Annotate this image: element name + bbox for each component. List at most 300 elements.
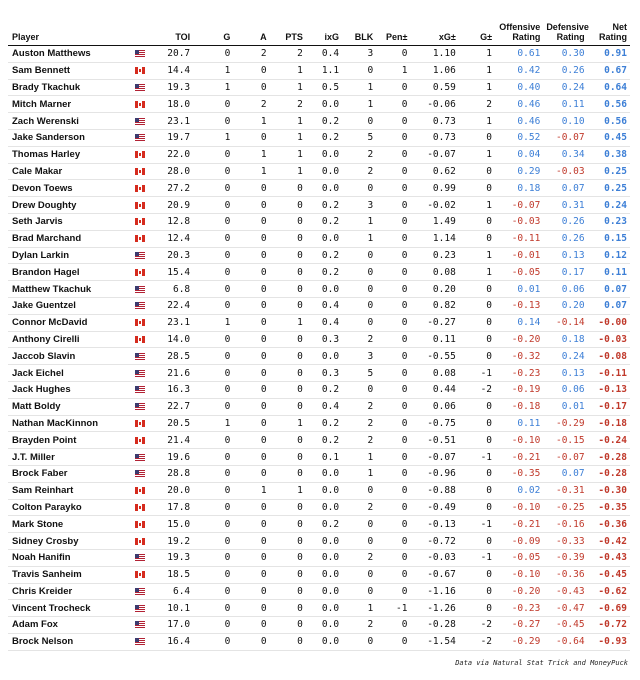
usa-flag-icon (135, 252, 145, 259)
ixg-cell: 0.0 (306, 533, 342, 550)
usa-flag-icon (135, 84, 145, 91)
penalty-diff-cell: 0 (376, 146, 410, 163)
offensive-rating-cell: -0.10 (495, 499, 543, 516)
assists-cell: 0 (233, 247, 269, 264)
flag-cell (127, 482, 153, 499)
toi-cell: 18.5 (153, 566, 193, 583)
goals-cell: 0 (193, 230, 233, 247)
canada-flag-icon (135, 235, 145, 242)
player-name: Devon Toews (8, 180, 127, 197)
penalty-diff-cell: 0 (376, 297, 410, 314)
assists-cell: 0 (233, 465, 269, 482)
net-rating-cell: -0.17 (588, 398, 630, 415)
goal-diff-cell: 0 (459, 331, 495, 348)
usa-flag-icon (135, 588, 145, 595)
defensive-rating-cell: 0.31 (543, 197, 587, 214)
blocks-cell: 1 (342, 230, 376, 247)
defensive-rating-cell: -0.07 (543, 449, 587, 466)
assists-cell: 0 (233, 79, 269, 96)
offensive-rating-cell: -0.05 (495, 549, 543, 566)
flag-cell (127, 46, 153, 63)
offensive-rating-cell: -0.11 (495, 230, 543, 247)
blocks-cell: 2 (342, 432, 376, 449)
net-rating-cell: 0.23 (588, 213, 630, 230)
flag-cell (127, 314, 153, 331)
penalty-diff-cell: 0 (376, 79, 410, 96)
xg-diff-cell: -0.28 (411, 617, 459, 634)
player-name: Mitch Marner (8, 96, 127, 113)
usa-flag-icon (135, 50, 145, 57)
defensive-rating-cell: 0.13 (543, 365, 587, 382)
defensive-rating-cell: -0.36 (543, 566, 587, 583)
xg-diff-cell: -0.13 (411, 516, 459, 533)
table-row (8, 617, 630, 634)
flag-cell (127, 398, 153, 415)
penalty-diff-cell: 0 (376, 432, 410, 449)
table-row (8, 566, 630, 583)
canada-flag-icon (135, 437, 145, 444)
blocks-cell: 1 (342, 600, 376, 617)
blocks-cell: 0 (342, 314, 376, 331)
goal-diff-cell: 0 (459, 213, 495, 230)
assists-cell: 0 (233, 297, 269, 314)
defensive-rating-cell: 0.06 (543, 381, 587, 398)
goals-cell: 1 (193, 62, 233, 79)
table-row (8, 499, 630, 516)
blocks-cell: 3 (342, 46, 376, 63)
player-name: Jack Hughes (8, 381, 127, 398)
toi-cell: 16.3 (153, 381, 193, 398)
goals-cell: 1 (193, 415, 233, 432)
defensive-rating-cell: 0.26 (543, 62, 587, 79)
table-row (8, 533, 630, 550)
usa-flag-icon (135, 286, 145, 293)
assists-cell: 0 (233, 381, 269, 398)
ixg-cell: 0.3 (306, 365, 342, 382)
usa-flag-icon (135, 621, 145, 628)
defensive-rating-cell: -0.39 (543, 549, 587, 566)
offensive-rating-cell: -0.10 (495, 432, 543, 449)
net-rating-cell: 0.25 (588, 180, 630, 197)
ixg-cell: 0.0 (306, 482, 342, 499)
toi-cell: 10.1 (153, 600, 193, 617)
penalty-diff-cell: 1 (376, 62, 410, 79)
player-name: Brad Marchand (8, 230, 127, 247)
goals-cell: 0 (193, 348, 233, 365)
defensive-rating-cell: -0.29 (543, 415, 587, 432)
xg-diff-cell: -0.07 (411, 449, 459, 466)
assists-cell: 0 (233, 264, 269, 281)
blocks-cell: 0 (342, 281, 376, 298)
points-cell: 0 (270, 499, 306, 516)
usa-flag-icon (135, 134, 145, 141)
points-cell: 0 (270, 633, 306, 650)
offensive-rating-cell: -0.05 (495, 264, 543, 281)
table-row (8, 163, 630, 180)
ixg-cell: 0.2 (306, 516, 342, 533)
penalty-diff-cell: 0 (376, 314, 410, 331)
flag-cell (127, 247, 153, 264)
penalty-diff-cell: -1 (376, 600, 410, 617)
net-rating-cell: 0.45 (588, 129, 630, 146)
header-row (8, 8, 630, 46)
usa-flag-icon (135, 605, 145, 612)
xg-diff-cell: -0.07 (411, 146, 459, 163)
blocks-cell: 0 (342, 180, 376, 197)
goals-cell: 0 (193, 617, 233, 634)
points-cell: 0 (270, 549, 306, 566)
blocks-cell: 0 (342, 381, 376, 398)
table-row (8, 79, 630, 96)
points-cell: 1 (270, 482, 306, 499)
points-cell: 0 (270, 297, 306, 314)
table-row (8, 247, 630, 264)
goals-cell: 0 (193, 281, 233, 298)
net-rating-cell: -0.00 (588, 314, 630, 331)
net-rating-cell: -0.24 (588, 432, 630, 449)
defensive-rating-cell: -0.45 (543, 617, 587, 634)
table-row (8, 314, 630, 331)
table-row (8, 96, 630, 113)
ixg-cell: 0.2 (306, 197, 342, 214)
goal-diff-cell: 0 (459, 566, 495, 583)
goal-diff-cell: 1 (459, 264, 495, 281)
toi-cell: 28.8 (153, 465, 193, 482)
player-name: Jake Sanderson (8, 129, 127, 146)
toi-cell: 23.1 (153, 314, 193, 331)
goal-diff-cell: 0 (459, 533, 495, 550)
penalty-diff-cell: 0 (376, 482, 410, 499)
header-blk: BLK (342, 8, 376, 46)
table-row (8, 633, 630, 650)
toi-cell: 22.7 (153, 398, 193, 415)
xg-diff-cell: 0.44 (411, 381, 459, 398)
toi-cell: 19.6 (153, 449, 193, 466)
header-a: A (233, 8, 269, 46)
goal-diff-cell: 1 (459, 113, 495, 130)
ixg-cell: 0.2 (306, 129, 342, 146)
player-name: Jake Guentzel (8, 297, 127, 314)
net-rating-cell: -0.43 (588, 549, 630, 566)
table-row (8, 465, 630, 482)
toi-cell: 14.4 (153, 62, 193, 79)
usa-flag-icon (135, 454, 145, 461)
assists-cell: 0 (233, 432, 269, 449)
net-rating-cell: -0.28 (588, 465, 630, 482)
points-cell: 0 (270, 264, 306, 281)
penalty-diff-cell: 0 (376, 163, 410, 180)
table-row (8, 46, 630, 63)
points-cell: 0 (270, 230, 306, 247)
points-cell: 0 (270, 180, 306, 197)
net-rating-cell: 0.07 (588, 297, 630, 314)
ixg-cell: 0.0 (306, 583, 342, 600)
goal-diff-cell: 1 (459, 62, 495, 79)
blocks-cell: 2 (342, 415, 376, 432)
toi-cell: 6.4 (153, 583, 193, 600)
xg-diff-cell: -0.06 (411, 96, 459, 113)
toi-cell: 19.3 (153, 549, 193, 566)
points-cell: 1 (270, 79, 306, 96)
xg-diff-cell: -1.54 (411, 633, 459, 650)
toi-cell: 20.3 (153, 247, 193, 264)
penalty-diff-cell: 0 (376, 348, 410, 365)
points-cell: 0 (270, 432, 306, 449)
goal-diff-cell: 0 (459, 482, 495, 499)
ixg-cell: 0.2 (306, 381, 342, 398)
defensive-rating-cell: -0.14 (543, 314, 587, 331)
canada-flag-icon (135, 67, 145, 74)
canada-flag-icon (135, 319, 145, 326)
net-rating-cell: -0.93 (588, 633, 630, 650)
toi-cell: 18.0 (153, 96, 193, 113)
flag-cell (127, 180, 153, 197)
defensive-rating-cell: 0.20 (543, 297, 587, 314)
canada-flag-icon (135, 168, 145, 175)
blocks-cell: 1 (342, 465, 376, 482)
net-rating-cell: -0.72 (588, 617, 630, 634)
points-cell: 0 (270, 533, 306, 550)
goal-diff-cell: 0 (459, 163, 495, 180)
flag-cell (127, 381, 153, 398)
net-rating-cell: -0.62 (588, 583, 630, 600)
defensive-rating-cell: -0.31 (543, 482, 587, 499)
canada-flag-icon (135, 571, 145, 578)
table-row (8, 600, 630, 617)
points-cell: 0 (270, 398, 306, 415)
net-rating-cell: 0.56 (588, 113, 630, 130)
points-cell: 1 (270, 113, 306, 130)
player-name: Sam Bennett (8, 62, 127, 79)
blocks-cell: 1 (342, 449, 376, 466)
blocks-cell: 2 (342, 499, 376, 516)
net-rating-cell: -0.35 (588, 499, 630, 516)
flag-cell (127, 499, 153, 516)
xg-diff-cell: 0.59 (411, 79, 459, 96)
goal-diff-cell: 0 (459, 230, 495, 247)
player-name: Brock Faber (8, 465, 127, 482)
points-cell: 0 (270, 197, 306, 214)
blocks-cell: 1 (342, 96, 376, 113)
ixg-cell: 0.5 (306, 79, 342, 96)
flag-cell (127, 533, 153, 550)
offensive-rating-cell: -0.13 (495, 297, 543, 314)
defensive-rating-cell: -0.16 (543, 516, 587, 533)
defensive-rating-cell: 0.01 (543, 398, 587, 415)
goals-cell: 0 (193, 449, 233, 466)
header-toi: TOI (153, 8, 193, 46)
table-row (8, 549, 630, 566)
ixg-cell: 0.0 (306, 163, 342, 180)
goal-diff-cell: -1 (459, 365, 495, 382)
ixg-cell: 0.0 (306, 633, 342, 650)
usa-flag-icon (135, 470, 145, 477)
defensive-rating-cell: 0.06 (543, 281, 587, 298)
goal-diff-cell: -2 (459, 381, 495, 398)
offensive-rating-cell: -0.07 (495, 197, 543, 214)
player-name: Thomas Harley (8, 146, 127, 163)
table-row (8, 432, 630, 449)
ixg-cell: 0.3 (306, 331, 342, 348)
table-row (8, 180, 630, 197)
defensive-rating-cell: 0.18 (543, 331, 587, 348)
toi-cell: 21.4 (153, 432, 193, 449)
toi-cell: 12.8 (153, 213, 193, 230)
canada-flag-icon (135, 538, 145, 545)
points-cell: 1 (270, 146, 306, 163)
blocks-cell: 0 (342, 633, 376, 650)
assists-cell: 2 (233, 96, 269, 113)
goal-diff-cell: -2 (459, 617, 495, 634)
header-net-rating: Net Rating (588, 8, 630, 46)
xg-diff-cell: 1.14 (411, 230, 459, 247)
table-row (8, 213, 630, 230)
usa-flag-icon (135, 353, 145, 360)
net-rating-cell: -0.42 (588, 533, 630, 550)
usa-flag-icon (135, 302, 145, 309)
offensive-rating-cell: -0.20 (495, 583, 543, 600)
net-rating-cell: -0.69 (588, 600, 630, 617)
penalty-diff-cell: 0 (376, 197, 410, 214)
net-rating-cell: -0.13 (588, 381, 630, 398)
offensive-rating-cell: 0.46 (495, 113, 543, 130)
player-name: Vincent Trocheck (8, 600, 127, 617)
goals-cell: 0 (193, 331, 233, 348)
assists-cell: 0 (233, 398, 269, 415)
xg-diff-cell: -0.67 (411, 566, 459, 583)
offensive-rating-cell: 0.02 (495, 482, 543, 499)
goal-diff-cell: 1 (459, 197, 495, 214)
toi-cell: 22.4 (153, 297, 193, 314)
xg-diff-cell: 0.82 (411, 297, 459, 314)
goals-cell: 0 (193, 516, 233, 533)
goal-diff-cell: 0 (459, 281, 495, 298)
table-row (8, 516, 630, 533)
net-rating-cell: 0.91 (588, 46, 630, 63)
assists-cell: 0 (233, 213, 269, 230)
offensive-rating-cell: 0.52 (495, 129, 543, 146)
goal-diff-cell: -1 (459, 516, 495, 533)
assists-cell: 0 (233, 129, 269, 146)
xg-diff-cell: 0.23 (411, 247, 459, 264)
canada-flag-icon (135, 218, 145, 225)
net-rating-cell: 0.25 (588, 163, 630, 180)
player-name: Brandon Hagel (8, 264, 127, 281)
player-name: Nathan MacKinnon (8, 415, 127, 432)
blocks-cell: 0 (342, 482, 376, 499)
xg-diff-cell: -0.02 (411, 197, 459, 214)
goals-cell: 0 (193, 264, 233, 281)
defensive-rating-cell: 0.24 (543, 79, 587, 96)
ixg-cell: 0.2 (306, 415, 342, 432)
points-cell: 1 (270, 314, 306, 331)
table-row (8, 331, 630, 348)
blocks-cell: 0 (342, 62, 376, 79)
net-rating-cell: 0.11 (588, 264, 630, 281)
flag-cell (127, 415, 153, 432)
xg-diff-cell: 0.73 (411, 113, 459, 130)
xg-diff-cell: 0.62 (411, 163, 459, 180)
toi-cell: 16.4 (153, 633, 193, 650)
canada-flag-icon (135, 487, 145, 494)
points-cell: 0 (270, 348, 306, 365)
penalty-diff-cell: 0 (376, 633, 410, 650)
net-rating-cell: 0.12 (588, 247, 630, 264)
penalty-diff-cell: 0 (376, 96, 410, 113)
ixg-cell: 0.2 (306, 247, 342, 264)
player-name: Connor McDavid (8, 314, 127, 331)
toi-cell: 22.0 (153, 146, 193, 163)
assists-cell: 0 (233, 415, 269, 432)
goals-cell: 0 (193, 113, 233, 130)
assists-cell: 0 (233, 230, 269, 247)
offensive-rating-cell: -0.21 (495, 449, 543, 466)
toi-cell: 15.4 (153, 264, 193, 281)
points-cell: 0 (270, 617, 306, 634)
player-name: Seth Jarvis (8, 213, 127, 230)
table-row (8, 482, 630, 499)
assists-cell: 0 (233, 617, 269, 634)
goals-cell: 0 (193, 482, 233, 499)
assists-cell: 0 (233, 549, 269, 566)
penalty-diff-cell: 0 (376, 583, 410, 600)
goals-cell: 0 (193, 398, 233, 415)
canada-flag-icon (135, 151, 145, 158)
toi-cell: 15.0 (153, 516, 193, 533)
blocks-cell: 2 (342, 549, 376, 566)
table-row (8, 281, 630, 298)
net-rating-cell: -0.11 (588, 365, 630, 382)
canada-flag-icon (135, 185, 145, 192)
penalty-diff-cell: 0 (376, 129, 410, 146)
points-cell: 0 (270, 247, 306, 264)
xg-diff-cell: -0.51 (411, 432, 459, 449)
player-name: Brock Nelson (8, 633, 127, 650)
ixg-cell: 0.0 (306, 96, 342, 113)
points-cell: 2 (270, 46, 306, 63)
ixg-cell: 0.4 (306, 314, 342, 331)
penalty-diff-cell: 0 (376, 499, 410, 516)
points-cell: 2 (270, 96, 306, 113)
points-cell: 1 (270, 163, 306, 180)
flag-cell (127, 79, 153, 96)
goal-diff-cell: -1 (459, 449, 495, 466)
assists-cell: 0 (233, 533, 269, 550)
flag-cell (127, 213, 153, 230)
goal-diff-cell: 0 (459, 583, 495, 600)
xg-diff-cell: 1.10 (411, 46, 459, 63)
xg-diff-cell: 0.08 (411, 365, 459, 382)
flag-cell (127, 348, 153, 365)
blocks-cell: 3 (342, 197, 376, 214)
defensive-rating-cell: 0.11 (543, 96, 587, 113)
defensive-rating-cell: -0.47 (543, 600, 587, 617)
table-row (8, 297, 630, 314)
defensive-rating-cell: -0.33 (543, 533, 587, 550)
player-name: Anthony Cirelli (8, 331, 127, 348)
penalty-diff-cell: 0 (376, 516, 410, 533)
goals-cell: 0 (193, 96, 233, 113)
blocks-cell: 0 (342, 533, 376, 550)
goals-cell: 0 (193, 465, 233, 482)
table-row (8, 264, 630, 281)
goal-diff-cell: 0 (459, 297, 495, 314)
assists-cell: 0 (233, 499, 269, 516)
defensive-rating-cell: 0.26 (543, 213, 587, 230)
penalty-diff-cell: 0 (376, 566, 410, 583)
xg-diff-cell: 0.11 (411, 331, 459, 348)
xg-diff-cell: 1.49 (411, 213, 459, 230)
